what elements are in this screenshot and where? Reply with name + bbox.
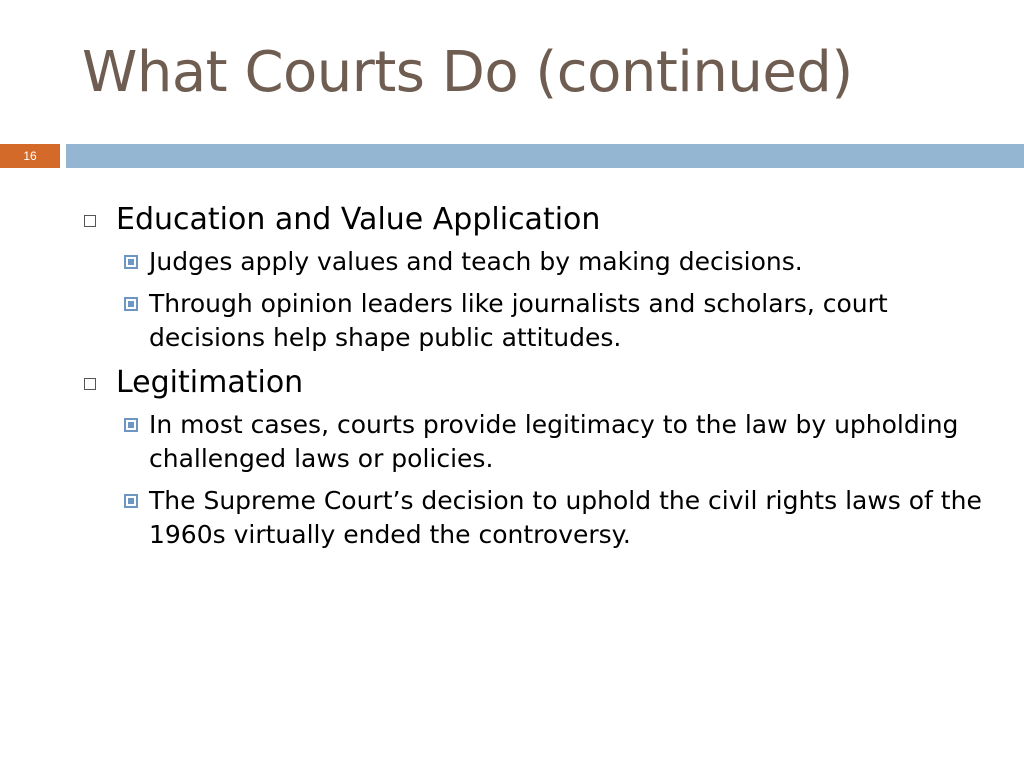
bullet-text: Judges apply values and teach by making decisions. <box>149 247 803 276</box>
square-bullet-icon <box>84 215 96 227</box>
bullet-level1 <box>84 365 984 400</box>
bullet-level2 <box>124 484 984 552</box>
bullet-level1 <box>84 202 984 237</box>
filled-square-bullet-icon <box>124 297 138 311</box>
filled-square-bullet-icon <box>124 494 138 508</box>
slide-number-badge: 16 <box>0 144 60 168</box>
slide-content <box>84 202 984 552</box>
bullet-text: Legitimation <box>116 365 304 400</box>
bullet-text: Through opinion leaders like journalists and scholars, court decisions help shape public attitudes. <box>149 289 888 352</box>
bullet-text: The Supreme Court’s decision to uphold the civil rights laws of the 1960s virtually ended the controversy. <box>149 486 982 549</box>
bullet-level2 <box>124 245 984 279</box>
filled-square-bullet-icon <box>124 418 138 432</box>
bullet-level2 <box>124 408 984 476</box>
square-bullet-icon <box>84 378 96 390</box>
filled-square-bullet-icon <box>124 255 138 269</box>
bullet-level2 <box>124 287 984 355</box>
slide-title: What Courts Do (continued) <box>82 40 853 105</box>
header-bar <box>66 144 1024 168</box>
bullet-text: Education and Value Application <box>116 202 601 237</box>
bullet-text: In most cases, courts provide legitimacy to the law by upholding challenged laws or policies. <box>149 410 959 473</box>
